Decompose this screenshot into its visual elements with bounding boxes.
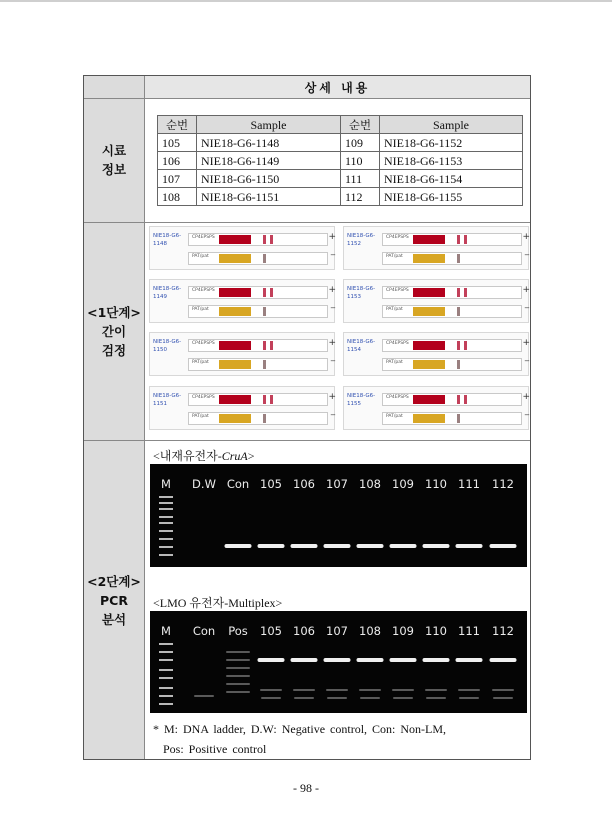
strip-label: PAT/pat (192, 414, 209, 419)
table-row (158, 152, 523, 170)
ladder-band (159, 643, 173, 645)
handwritten-sample-note: NIE18-G6-1149 (153, 286, 182, 300)
lane-label: 110 (425, 477, 447, 491)
lane-label: Con (192, 624, 216, 638)
result-mark: − (330, 304, 336, 312)
lane-labels (150, 477, 527, 495)
lane-label: 105 (260, 477, 282, 491)
footnote-line-1: * M: DNA ladder, D.W: Negative control, Con: Non-LM, (153, 722, 447, 736)
result-mark: − (524, 251, 530, 259)
ladder-band (159, 669, 173, 671)
result-mark: + (522, 285, 530, 295)
step2-label (83, 572, 145, 629)
faint-band (493, 697, 513, 699)
test-band (270, 235, 273, 244)
test-band (263, 288, 266, 297)
lane-label: 108 (359, 477, 381, 491)
strip-label: CP4EPSPS (386, 288, 409, 293)
test-band (457, 395, 460, 404)
handwritten-sample-note: NIE18-G6-1150 (153, 339, 182, 353)
ladder-band (159, 695, 173, 697)
pcr-band (291, 658, 318, 662)
table-cell: NIE18-G6-1150 (197, 170, 341, 188)
faint-band (226, 651, 250, 653)
strip-label: CP4EPSPS (386, 395, 409, 400)
strip-test-photo (149, 226, 335, 270)
handwritten-sample-note: NIE18-G6-1155 (347, 393, 376, 407)
strip-label: PAT/pat (192, 254, 209, 259)
lane-label: 111 (458, 624, 480, 638)
sample-pad (413, 235, 445, 244)
column-header: 순번 (158, 116, 197, 134)
sample-pad (219, 341, 251, 350)
result-mark: + (328, 392, 336, 402)
strip-label: CP4EPSPS (386, 341, 409, 346)
test-band (263, 341, 266, 350)
pcr-band (357, 544, 384, 548)
test-band (270, 395, 273, 404)
faint-band (326, 689, 348, 691)
table-cell: NIE18-G6-1155 (380, 188, 523, 206)
test-band (457, 307, 460, 316)
strip-label: PAT/pat (386, 254, 403, 259)
pat-strip (188, 411, 336, 425)
ladder-band (159, 546, 173, 548)
result-mark: − (524, 411, 530, 419)
column-header: Sample (380, 116, 523, 134)
column-header: 순번 (341, 116, 380, 134)
faint-band (360, 697, 380, 699)
pcr-band (423, 658, 450, 662)
table-cell: NIE18-G6-1154 (380, 170, 523, 188)
result-mark: + (522, 392, 530, 402)
strip-label: CP4EPSPS (192, 235, 215, 240)
table-cell: 109 (341, 134, 380, 152)
faint-band (492, 689, 514, 691)
strip-label: CP4EPSPS (386, 235, 409, 240)
test-band (464, 235, 467, 244)
faint-band (359, 689, 381, 691)
pcr-band (324, 544, 351, 548)
table-cell: 110 (341, 152, 380, 170)
lane-label: 107 (326, 624, 348, 638)
table-cell: NIE18-G6-1148 (197, 134, 341, 152)
ladder-band (159, 502, 173, 504)
cp4epsps-strip (188, 392, 336, 406)
ladder-band (159, 677, 173, 679)
result-mark: + (328, 285, 336, 295)
label-line: <1단계> (87, 305, 141, 320)
test-band (270, 288, 273, 297)
header-title: 상세 내용 (145, 76, 530, 98)
faint-band (425, 689, 447, 691)
table-cell: NIE18-G6-1149 (197, 152, 341, 170)
pat-strip (188, 304, 336, 318)
strip-label: CP4EPSPS (192, 395, 215, 400)
step1-label (83, 303, 145, 360)
strip-label: PAT/pat (386, 307, 403, 312)
gel2-caption: <LMO 유전자-Multiplex> (153, 596, 283, 610)
pcr-band (490, 658, 517, 662)
sample-pad (413, 360, 445, 369)
label-line: 간이 (101, 324, 127, 339)
faint-band (260, 689, 282, 691)
table-cell: 105 (158, 134, 197, 152)
table-cell: 111 (341, 170, 380, 188)
strip-label: PAT/pat (192, 307, 209, 312)
lane-label: 106 (293, 624, 315, 638)
strip-test-photo (149, 386, 335, 430)
handwritten-sample-note: NIE18-G6-1152 (347, 233, 376, 247)
table-cell: NIE18-G6-1151 (197, 188, 341, 206)
table-cell: NIE18-G6-1152 (380, 134, 523, 152)
strip-test-photo (343, 279, 529, 323)
faint-band (458, 689, 480, 691)
gel2-image (150, 611, 527, 713)
caption-gene: CruA (221, 449, 248, 463)
pat-strip (382, 304, 530, 318)
test-band (263, 395, 266, 404)
handwritten-sample-note: NIE18-G6-1154 (347, 339, 376, 353)
label-line: <2단계> (87, 574, 141, 589)
strip-test-photo (343, 386, 529, 430)
ladder-band (159, 687, 173, 689)
ladder-band (159, 516, 173, 518)
result-mark: + (522, 338, 530, 348)
ladder-band (159, 651, 173, 653)
test-band (263, 307, 266, 316)
lane-labels (150, 624, 527, 642)
sample-pad (219, 235, 251, 244)
strip-label: CP4EPSPS (192, 341, 215, 346)
lane-label: 108 (359, 624, 381, 638)
sample-pad (413, 288, 445, 297)
pcr-band (390, 544, 417, 548)
test-band (263, 235, 266, 244)
caption-text: > (247, 449, 255, 463)
lane-label: Pos (228, 624, 248, 638)
strip-label: CP4EPSPS (192, 288, 215, 293)
column-header: Sample (197, 116, 341, 134)
caption-text: <내재유전자- (153, 449, 222, 463)
strip-test-photo (149, 332, 335, 376)
test-band (464, 341, 467, 350)
faint-band (393, 697, 413, 699)
ladder-band (159, 659, 173, 661)
result-mark: + (522, 232, 530, 242)
label-line: 검정 (101, 343, 127, 358)
lane-label: 109 (392, 624, 414, 638)
lane-label: Con (226, 477, 250, 491)
ladder-band (159, 496, 173, 498)
lane-label: D.W (192, 477, 216, 491)
result-mark: + (328, 338, 336, 348)
lane-label: M (161, 477, 171, 491)
faint-band (293, 689, 315, 691)
lane-label: 106 (293, 477, 315, 491)
table-cell: 107 (158, 170, 197, 188)
pcr-band (423, 544, 450, 548)
strip-test-photo (343, 226, 529, 270)
cp4epsps-strip (188, 232, 336, 246)
cp4epsps-strip (382, 338, 530, 352)
test-band (464, 395, 467, 404)
faint-band (392, 689, 414, 691)
page-number: - 98 - (293, 781, 319, 795)
table-header-row (158, 116, 523, 134)
sample-pad (413, 341, 445, 350)
sample-pad (219, 395, 251, 404)
strip-test-photo (343, 332, 529, 376)
table-cell: 108 (158, 188, 197, 206)
pcr-band (357, 658, 384, 662)
test-band (263, 254, 266, 263)
faint-band (226, 659, 250, 661)
ladder-band (159, 554, 173, 556)
test-band (263, 360, 266, 369)
test-band (464, 288, 467, 297)
pcr-band (324, 658, 351, 662)
pcr-band (258, 544, 285, 548)
pcr-band (456, 658, 483, 662)
faint-band (261, 697, 281, 699)
pcr-band (258, 658, 285, 662)
test-band (457, 341, 460, 350)
table-row (158, 188, 523, 206)
faint-band (226, 691, 250, 693)
pcr-band (390, 658, 417, 662)
footnote-line-2: Pos: Positive control (163, 742, 267, 756)
ladder-band (159, 703, 173, 705)
gel1-caption (153, 447, 255, 464)
cp4epsps-strip (188, 285, 336, 299)
test-band (457, 235, 460, 244)
result-mark: + (328, 232, 336, 242)
pcr-band (225, 544, 252, 548)
sample-pad (219, 360, 251, 369)
handwritten-sample-note: NIE18-G6-1153 (347, 286, 376, 300)
lane-label: M (161, 624, 171, 638)
strip-test-photo (149, 279, 335, 323)
sample-pad (219, 414, 251, 423)
sample-pad (219, 307, 251, 316)
lane-label: 109 (392, 477, 414, 491)
test-band (457, 288, 460, 297)
sample-table (157, 115, 523, 206)
label-line: PCR (100, 593, 128, 608)
cp4epsps-strip (382, 232, 530, 246)
table-row (158, 134, 523, 152)
label-line: 분석 (101, 612, 127, 627)
pcr-band (456, 544, 483, 548)
test-band (457, 414, 460, 423)
cp4epsps-strip (382, 285, 530, 299)
sample-pad (413, 395, 445, 404)
ladder-band (159, 538, 173, 540)
handwritten-sample-note: NIE18-G6-1151 (153, 393, 182, 407)
handwritten-sample-note: NIE18-G6-1148 (153, 233, 182, 247)
cp4epsps-strip (382, 392, 530, 406)
faint-band (459, 697, 479, 699)
pat-strip (382, 357, 530, 371)
test-band (457, 360, 460, 369)
faint-band (294, 697, 314, 699)
sample-info-label (83, 141, 145, 179)
result-mark: − (524, 357, 530, 365)
pat-strip (382, 411, 530, 425)
table-row (158, 170, 523, 188)
top-rule (0, 0, 612, 2)
test-band (263, 414, 266, 423)
ladder-band (159, 530, 173, 532)
ladder-band (159, 508, 173, 510)
faint-band (226, 683, 250, 685)
test-band (457, 254, 460, 263)
sample-pad (413, 414, 445, 423)
table-cell: 112 (341, 188, 380, 206)
lane-label: 107 (326, 477, 348, 491)
sample-pad (413, 254, 445, 263)
faint-band (194, 695, 214, 697)
sample-pad (413, 307, 445, 316)
pcr-band (490, 544, 517, 548)
table-cell: 106 (158, 152, 197, 170)
strip-label: PAT/pat (192, 360, 209, 365)
result-mark: − (524, 304, 530, 312)
sample-pad (219, 288, 251, 297)
sample-pad (219, 254, 251, 263)
strip-label: PAT/pat (386, 360, 403, 365)
result-mark: − (330, 251, 336, 259)
ladder-band (159, 522, 173, 524)
lane-label: 112 (492, 624, 514, 638)
pat-strip (188, 251, 336, 265)
test-band (270, 341, 273, 350)
pat-strip (188, 357, 336, 371)
lane-label: 111 (458, 477, 480, 491)
label-line: 정보 (101, 162, 127, 177)
gel1-image (150, 464, 527, 567)
faint-band (226, 675, 250, 677)
pcr-band (291, 544, 318, 548)
strip-label: PAT/pat (386, 414, 403, 419)
pat-strip (382, 251, 530, 265)
table-cell: NIE18-G6-1153 (380, 152, 523, 170)
lane-label: 105 (260, 624, 282, 638)
faint-band (327, 697, 347, 699)
result-mark: − (330, 411, 336, 419)
label-line: 시료 (101, 143, 127, 158)
lane-label: 110 (425, 624, 447, 638)
faint-band (426, 697, 446, 699)
lane-label: 112 (492, 477, 514, 491)
cp4epsps-strip (188, 338, 336, 352)
faint-band (226, 667, 250, 669)
result-mark: − (330, 357, 336, 365)
